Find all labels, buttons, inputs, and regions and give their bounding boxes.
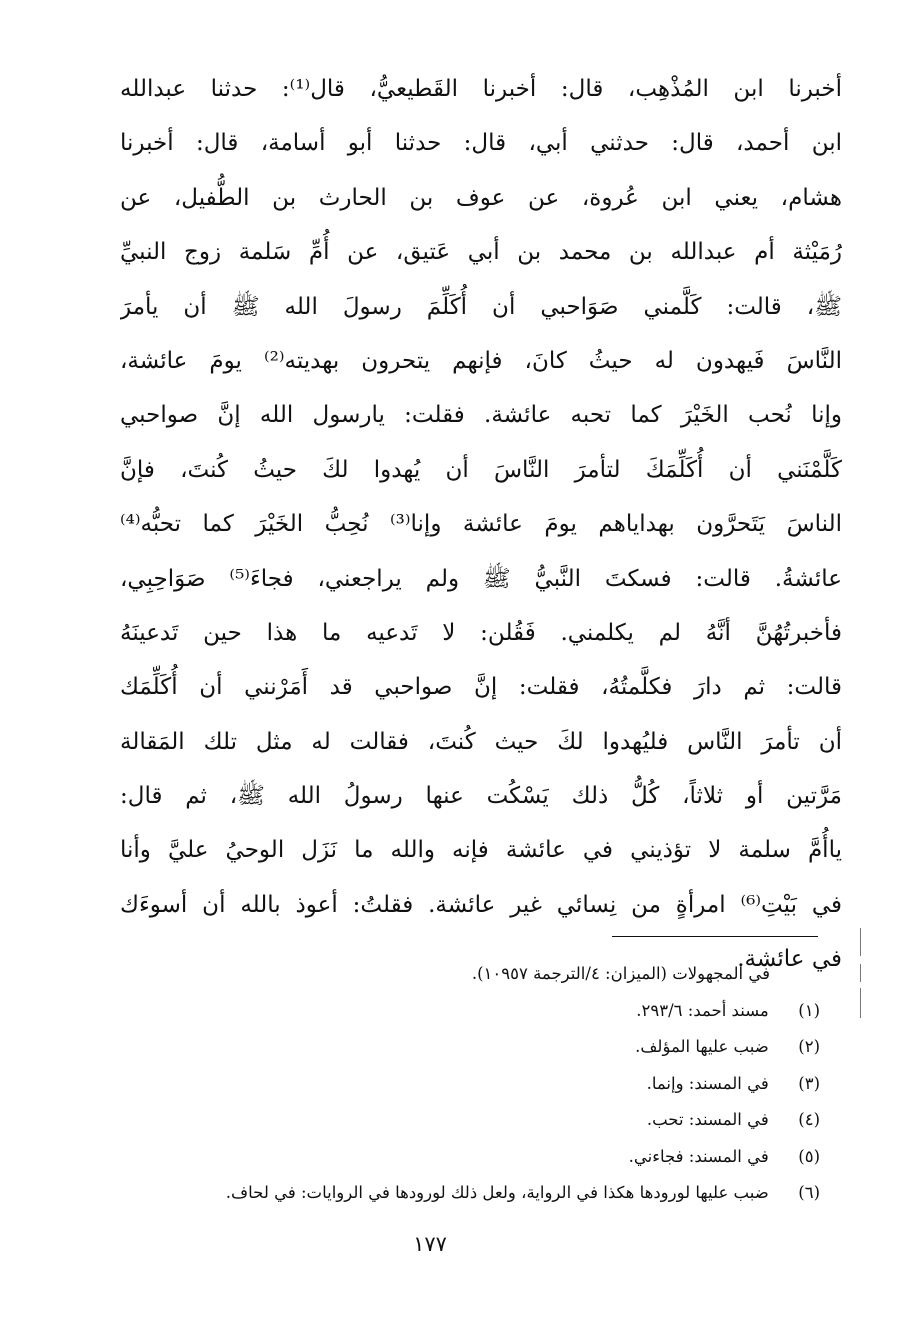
text-line: أن تأمرَ النَّاس فليُهدوا لكَ حيث كُنتَ، فقالت له مثل تلك المَقالة	[120, 728, 842, 755]
footnote-text: ضبب عليها لورودها هكذا في الرواية، ولعل ذلك لورودها في الروايات: في لحاف.	[225, 1183, 769, 1202]
footnote-number: (٦)	[798, 1183, 820, 1202]
main-text	[120, 62, 842, 987]
footnote-item	[120, 1102, 820, 1139]
footnote-number: (٤)	[798, 1110, 820, 1129]
footnote-text: في المسند: تحب.	[646, 1110, 769, 1129]
footnote-number: (٢)	[798, 1037, 820, 1056]
footnote-text: ضبب عليها المؤلف.	[635, 1037, 769, 1056]
text-line: ياأُمَّ سلمة لا تؤذيني في عائشة فإنه والله ما نَزَل الوحيُ عليَّ وأنا	[120, 837, 842, 864]
footnote-number: (٣)	[798, 1073, 820, 1093]
text-line: فأخبرتُهُنَّ أنَّهُ لم يكلمني. فَقُلن: لا تَدعيه ما هذا حين تَدعينَهُ	[120, 619, 842, 646]
text-line: أخبرنا ابن المُذْهِب، قال: أخبرنا القَطيعيُّ، قال⁽¹⁾: حدثنا عبدالله	[120, 76, 842, 102]
footnote-text: في المسند: وإنما.	[646, 1073, 769, 1093]
text-line: عائشةُ. قالت: فسكتَ النَّبيُّ ﷺ ولم يراجعني، فجاءَ⁽⁵⁾ صَوَاحِبِي،	[120, 565, 842, 592]
text-line: الناسَ يَتَحرَّون بهداياهم يومَ عائشة وإنا⁽³⁾ نُحِبُّ الخَيْرَ كما تحبُّه⁽⁴⁾	[120, 511, 842, 538]
text-line: قالت: ثم دارَ فكلَّمتُهُ، فقلت: إنَّ صواحبي قد أَمَرْنني أن أُكَلِّمَك	[120, 674, 842, 701]
footnote-continuation: في المجهولات (الميزان: ٤/الترجمة ١٠٩٥٧).	[471, 964, 770, 983]
footnote-item	[120, 993, 820, 1030]
text-line: ابن أحمد، قال: حدثني أبي، قال: حدثنا أبو أسامة، قال: أخبرنا	[120, 130, 842, 157]
footnote-number: (١)	[798, 1000, 820, 1020]
footnote-text: مسند أحمد: ٢٩٣/٦.	[636, 1000, 769, 1020]
text-line: كَلَّمْنَني أن أُكَلِّمَكَ لتأمرَ النَّاسَ أن يُهدوا لكَ حيثُ كُنتَ، فإنَّ	[120, 456, 842, 483]
scan-margin-marks	[858, 928, 864, 1018]
text-line: ﷺ، قالت: كَلَّمني صَوَاحبي أن أُكَلِّمَ رسولَ الله ﷺ أن يأمرَ	[120, 293, 842, 320]
footnotes	[120, 956, 820, 1212]
footnote-number: (٥)	[798, 1146, 820, 1166]
footnote-item	[120, 1066, 820, 1103]
footnote-separator	[612, 936, 818, 937]
text-line: النَّاسَ فَيهدون له حيثُ كانَ، فإنهم يتحرون بهديته⁽²⁾ يومَ عائشة،	[120, 347, 842, 374]
footnote-item	[120, 1139, 820, 1176]
text-line: في عائشة.	[737, 946, 842, 973]
text-line: في بَيْتِ⁽⁶⁾ امرأةٍ من نِسائي غير عائشة. فقلتُ: أعوذ بالله أن أسوءَك	[120, 891, 842, 918]
footnote-item	[120, 1175, 820, 1212]
text-line: وإنا نُحب الخَيْرَ كما تحبه عائشة. فقلت: يارسول الله إنَّ صواحبي	[120, 402, 842, 429]
text-line: رُمَيْثة أم عبدالله بن محمد بن أبي عَتيق، عن أُمِّ سَلمة زوج النبيِّ	[120, 239, 842, 266]
footnote-text: في المسند: فجاءني.	[628, 1146, 769, 1166]
footnote-item	[120, 1029, 820, 1066]
text-line: مَرَّتين أو ثلاثاً، كُلُّ ذلك يَسْكُت عنها رسولُ الله ﷺ، ثم قال:	[120, 783, 842, 810]
text-line: هشام، يعني ابن عُروة، عن عوف بن الحارث بن الطُّفيل، عن	[120, 184, 842, 211]
page-number: ١٧٧	[413, 1232, 447, 1256]
